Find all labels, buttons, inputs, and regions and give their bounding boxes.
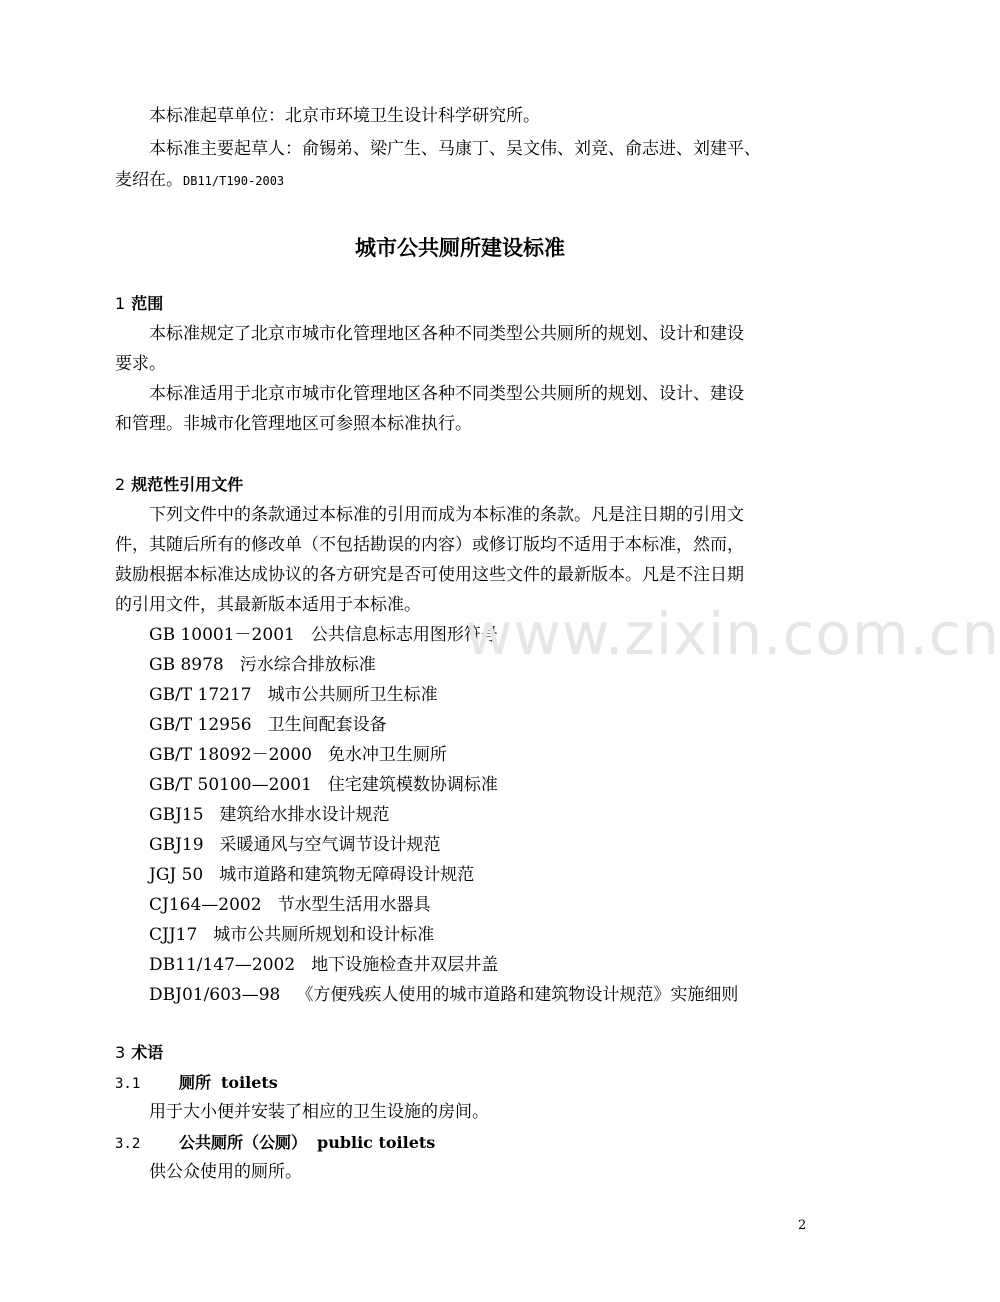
reference-item [149,954,498,976]
refs-intro-line3: 鼓励根据本标准达成协议的各方研究是否可使用这些文件的最新版本。凡是不注日期 [115,565,744,585]
reference-code: DBJ01/603—98 [149,985,281,1005]
term-en: toilets [221,1073,278,1092]
standard-code: DB11/T190-2003 [183,174,285,188]
reference-title: 公共信息标志用图形符号 [310,625,498,645]
reference-item [149,984,738,1006]
reference-title: 卫生间配套设备 [267,715,387,735]
section-1-heading [115,293,163,315]
scope-p2-line2: 和管理。非城市化管理地区可参照本标准执行。 [115,414,472,434]
refs-intro-line4: 的引用文件，其最新版本适用于本标准。 [115,595,421,615]
reference-code: GBJ15 [149,805,204,825]
term-en: public toilets [317,1133,436,1152]
reference-code: GB/T 17217 [149,685,252,705]
reference-item [149,684,438,706]
refs-intro-line2: 件，其随后所有的修改单（不包括勘误的内容）或修订版均不适用于本标准，然而， [115,535,744,555]
reference-code: DB11/147—2002 [149,955,296,975]
reference-item [149,894,431,916]
reference-title: 建筑给水排水设计规范 [219,805,390,825]
drafters-line: 本标准主要起草人：俞锡弟、梁广生、马康丁、吴文伟、刘竞、俞志进、刘建平、 [149,139,761,159]
reference-code: JGJ 50 [149,865,204,885]
section-number: 2 [115,475,126,494]
reference-item [149,654,376,676]
reference-title: 免水冲卫生厕所 [327,745,447,765]
term-3-1-definition: 用于大小便并安装了相应的卫生设施的房间。 [149,1102,489,1122]
reference-title: 污水综合排放标准 [239,655,376,675]
reference-title: 地下设施检查井双层井盖 [311,955,499,975]
section-title: 规范性引用文件 [131,475,244,494]
scope-p2-line1: 本标准适用于北京市城市化管理地区各种不同类型公共厕所的规划、设计、建设 [149,384,744,404]
reference-title: 城市公共厕所规划和设计标准 [213,925,435,945]
drafting-unit-line: 本标准起草单位：北京市环境卫生设计科学研究所。 [149,106,540,126]
scope-p1-line1: 本标准规定了北京市城市化管理地区各种不同类型公共厕所的规划、设计和建设 [149,324,744,344]
reference-code: GB/T 50100—2001 [149,775,312,795]
reference-item [149,864,474,886]
section-number: 1 [115,294,126,313]
section-title: 术语 [131,1043,164,1062]
refs-intro-line1: 下列文件中的条款通过本标准的引用而成为本标准的条款。凡是注日期的引用文 [149,505,744,525]
reference-item [149,924,434,946]
section-2-heading [115,474,243,496]
drafters-line-cont [115,169,284,192]
term-3-2-definition: 供公众使用的厕所。 [149,1162,302,1182]
document-title: 城市公共厕所建设标准 [355,236,565,260]
term-number: 3.1 [115,1076,141,1092]
reference-code: GB/T 12956 [149,715,252,735]
reference-title: 住宅建筑模数协调标准 [327,775,498,795]
drafters-last-name: 麦绍在。 [115,170,183,190]
reference-item [149,774,498,796]
reference-item [149,834,441,856]
reference-item [149,714,387,736]
term-3-2 [115,1132,435,1155]
reference-title: 城市公共厕所卫生标准 [267,685,438,705]
page-number: 2 [798,1218,807,1233]
term-zh: 公共厕所（公厕） [179,1133,308,1152]
term-zh: 厕所 [179,1073,212,1092]
reference-title: 节水型生活用水器具 [277,895,431,915]
reference-code: GBJ19 [149,835,204,855]
reference-item [149,744,447,766]
reference-title: 采暖通风与空气调节设计规范 [219,835,441,855]
reference-title: 《方便残疾人使用的城市道路和建筑物设计规范》实施细则 [296,985,739,1005]
section-number: 3 [115,1043,126,1062]
scope-p1-line2: 要求。 [115,354,166,374]
term-3-1 [115,1072,278,1095]
reference-code: CJJ17 [149,925,198,945]
watermark: www.zixin.com.cn [465,600,1000,668]
term-number: 3.2 [115,1136,141,1152]
reference-title: 城市道路和建筑物无障碍设计规范 [219,865,475,885]
reference-code: CJ164—2002 [149,895,262,915]
reference-item [149,624,498,646]
reference-code: GB/T 18092－2000 [149,745,312,765]
reference-code: GB 8978 [149,655,224,675]
reference-code: GB 10001－2001 [149,625,295,645]
reference-item [149,804,390,826]
section-title: 范围 [131,294,164,313]
section-3-heading [115,1042,163,1064]
